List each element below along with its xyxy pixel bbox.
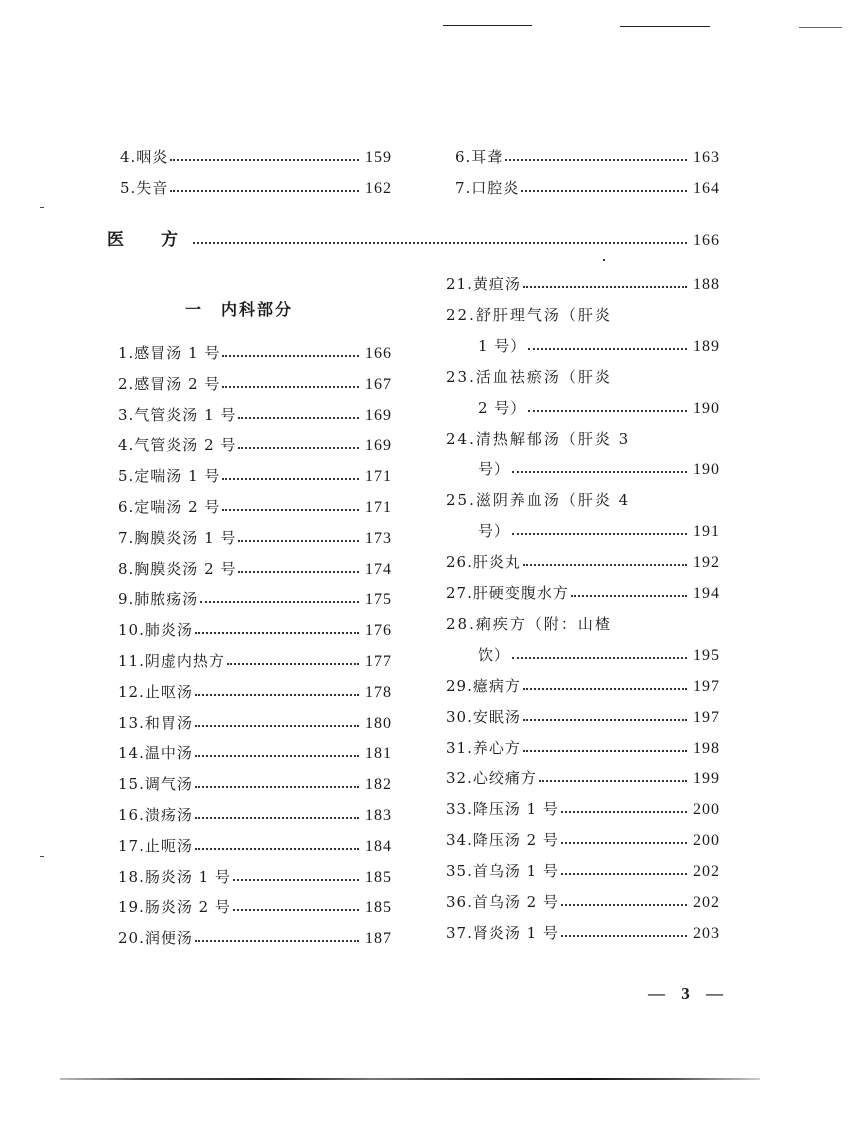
toc-entry[interactable]: 24.清热解郁汤（肝炎 3 — [446, 429, 631, 448]
dot-leader — [505, 159, 687, 161]
toc-entry[interactable]: 18.肠炎汤 1 号 185 — [118, 867, 392, 886]
toc-entry[interactable]: 1.感冒汤 1 号 166 — [118, 344, 392, 362]
dot-leader — [523, 688, 687, 690]
toc-entry[interactable]: 14.温中汤 181 — [118, 744, 392, 763]
scan-mark — [40, 207, 44, 208]
dot-leader — [222, 386, 359, 388]
dot-leader — [222, 355, 359, 357]
dot-leader — [195, 786, 359, 788]
dot-leader — [238, 571, 359, 573]
dot-leader — [238, 540, 359, 542]
toc-entry[interactable]: 23.活血祛瘀汤（肝炎 — [446, 367, 612, 386]
dot-leader — [170, 190, 359, 192]
dot-leader — [200, 601, 359, 603]
toc-entry[interactable]: 30.安眠汤 197 — [446, 707, 720, 726]
toc-entry[interactable]: 31.养心方 198 — [446, 738, 720, 757]
dot-leader — [561, 935, 687, 937]
scan-line — [443, 25, 532, 26]
dot-leader — [512, 471, 687, 473]
dot-leader — [561, 811, 687, 813]
scan-line — [60, 1078, 760, 1080]
dot-leader — [238, 447, 359, 449]
dot-leader — [523, 719, 687, 721]
toc-entry[interactable]: 32.心绞痛方 199 — [446, 769, 720, 788]
dot-leader — [521, 190, 687, 192]
toc-entry[interactable]: 22.舒肝理气汤（肝炎 — [446, 305, 612, 324]
dot-leader — [195, 755, 359, 757]
toc-entry[interactable]: 6.定喘汤 2 号 171 — [118, 498, 392, 516]
dot-leader — [193, 242, 687, 244]
chapter-entry[interactable]: 医 方 166 — [107, 230, 720, 250]
dot-leader — [528, 348, 687, 350]
toc-entry[interactable]: 35.首乌汤 1 号 202 — [446, 862, 720, 881]
toc-entry[interactable]: 36.首乌汤 2 号 202 — [446, 893, 720, 911]
toc-entry[interactable]: 33.降压汤 1 号 200 — [446, 800, 720, 819]
dot-leader — [195, 817, 359, 819]
dot-leader — [195, 694, 359, 696]
toc-entry[interactable]: 20.润便汤 187 — [118, 929, 392, 948]
toc-entry[interactable]: 37.肾炎汤 1 号 203 — [446, 923, 720, 942]
dot-leader — [561, 904, 687, 906]
toc-entry[interactable]: 34.降压汤 2 号 200 — [446, 831, 720, 850]
toc-entry[interactable]: 5.定喘汤 1 号 171 — [118, 467, 392, 486]
dot-leader — [195, 725, 359, 727]
toc-entry[interactable]: 16.溃疡汤 183 — [118, 806, 392, 824]
toc-entry[interactable]: 号） 190 — [478, 460, 720, 479]
dot-leader — [528, 410, 687, 412]
toc-entry[interactable]: 2 号） 190 — [478, 398, 720, 417]
toc-entry[interactable]: 7.口腔炎 164 — [455, 179, 720, 197]
scan-line — [620, 26, 710, 27]
dot-leader — [561, 873, 687, 875]
toc-entry[interactable]: 2.感冒汤 2 号 167 — [118, 374, 392, 393]
dot-leader — [227, 663, 359, 665]
toc-entry[interactable]: 27.肝硬变腹水方 194 — [446, 584, 720, 602]
toc-entry[interactable]: 6.耳聋 163 — [455, 148, 720, 166]
dot-leader — [233, 909, 359, 911]
toc-entry[interactable]: 3.气管炎汤 1 号 169 — [118, 405, 392, 424]
toc-entry[interactable]: 12.止呕汤 178 — [118, 682, 392, 701]
toc-entry[interactable]: 17.止呃汤 184 — [118, 836, 392, 855]
toc-entry[interactable]: 5.失音 162 — [120, 179, 392, 197]
toc-entry[interactable]: 13.和胃汤 180 — [118, 713, 392, 732]
dot-leader — [222, 478, 359, 480]
toc-entry[interactable]: 11.阴虚内热方 177 — [118, 652, 392, 670]
dot-leader — [523, 564, 687, 566]
dot-leader — [561, 842, 687, 844]
dot-leader — [238, 417, 359, 419]
dot-leader — [512, 533, 687, 535]
toc-entry[interactable]: 15.调气汤 182 — [118, 775, 392, 794]
dot-leader — [571, 595, 687, 597]
toc-entry[interactable]: 号） 191 — [478, 522, 720, 541]
scan-mark — [40, 856, 44, 857]
dot-leader — [523, 286, 687, 288]
toc-entry[interactable]: 4.咽炎 159 — [120, 148, 392, 166]
chapter-title: 医 方 — [107, 230, 179, 250]
toc-entry[interactable]: 26.肝炎丸 192 — [446, 553, 720, 572]
toc-entry[interactable]: 25.滋阴养血汤（肝炎 4 — [446, 491, 631, 510]
dot-leader — [233, 879, 359, 881]
dot-leader — [523, 750, 687, 752]
dot-leader — [170, 159, 359, 161]
toc-entry[interactable]: 10.肺炎汤 176 — [118, 621, 392, 640]
dot-leader — [195, 632, 359, 634]
section-heading: 一 内科部分 — [185, 300, 294, 319]
toc-entry[interactable]: 29.癔病方 197 — [446, 676, 720, 695]
toc-entry[interactable]: 9.肺脓疡汤 175 — [118, 590, 392, 609]
toc-entry[interactable]: 4.气管炎汤 2 号 169 — [118, 436, 392, 455]
toc-entry[interactable]: 饮） 195 — [478, 645, 720, 664]
dot-leader — [512, 657, 687, 659]
toc-entry[interactable]: 21.黄疸汤 188 — [446, 275, 720, 293]
dot-leader — [195, 940, 359, 942]
dot-leader — [195, 848, 359, 850]
scan-dot — [603, 259, 605, 261]
toc-entry[interactable]: 8.胸膜炎汤 2 号 174 — [118, 559, 392, 578]
dot-leader — [222, 509, 359, 511]
toc-entry[interactable]: 19.肠炎汤 2 号 185 — [118, 898, 392, 917]
toc-entry[interactable]: 1 号） 189 — [478, 336, 720, 355]
toc-entry[interactable]: 28.痢疾方（附：山楂 — [446, 614, 612, 633]
toc-entry[interactable]: 7.胸膜炎汤 1 号 173 — [118, 528, 392, 547]
dot-leader — [539, 780, 687, 782]
scan-line — [799, 27, 842, 28]
page-number: — 3 — — [648, 984, 729, 1003]
